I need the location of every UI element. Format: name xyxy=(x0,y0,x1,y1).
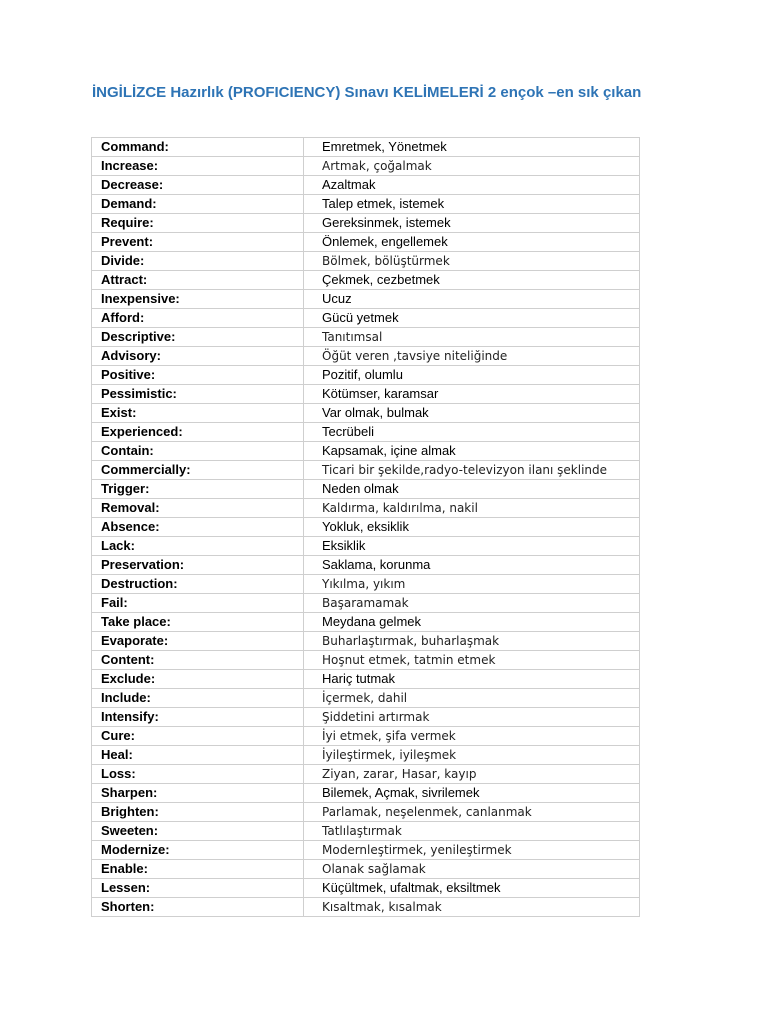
english-word-cell: Attract: xyxy=(92,271,304,290)
turkish-meaning-cell: Hoşnut etmek, tatmin etmek xyxy=(304,651,640,670)
table-row xyxy=(92,442,640,461)
turkish-meaning-cell: Yıkılma, yıkım xyxy=(304,575,640,594)
english-word-cell: Absence: xyxy=(92,518,304,537)
table-row xyxy=(92,138,640,157)
turkish-meaning-cell: Olanak sağlamak xyxy=(304,860,640,879)
english-word-cell: Evaporate: xyxy=(92,632,304,651)
table-row xyxy=(92,860,640,879)
turkish-meaning-cell: Azaltmak xyxy=(304,176,640,195)
english-word-cell: Exclude: xyxy=(92,670,304,689)
turkish-meaning-cell: Artmak, çoğalmak xyxy=(304,157,640,176)
table-row xyxy=(92,347,640,366)
turkish-meaning-cell: Buharlaştırmak, buharlaşmak xyxy=(304,632,640,651)
page-title: İNGİLİZCE Hazırlık (PROFICIENCY) Sınavı KELİMELERİ 2 ençok –en sık çıkan xyxy=(92,84,642,101)
table-row xyxy=(92,233,640,252)
english-word-cell: Advisory: xyxy=(92,347,304,366)
turkish-meaning-cell: Parlamak, neşelenmek, canlanmak xyxy=(304,803,640,822)
vocabulary-table-body xyxy=(92,138,640,917)
english-word-cell: Require: xyxy=(92,214,304,233)
english-word-cell: Shorten: xyxy=(92,898,304,917)
english-word-cell: Brighten: xyxy=(92,803,304,822)
table-row xyxy=(92,537,640,556)
table-row xyxy=(92,290,640,309)
english-word-cell: Descriptive: xyxy=(92,328,304,347)
table-row xyxy=(92,157,640,176)
turkish-meaning-cell: Tatlılaştırmak xyxy=(304,822,640,841)
turkish-meaning-cell: Tecrübeli xyxy=(304,423,640,442)
table-row xyxy=(92,613,640,632)
turkish-meaning-cell: Şiddetini artırmak xyxy=(304,708,640,727)
english-word-cell: Contain: xyxy=(92,442,304,461)
turkish-meaning-cell: İyileştirmek, iyileşmek xyxy=(304,746,640,765)
english-word-cell: Afford: xyxy=(92,309,304,328)
english-word-cell: Inexpensive: xyxy=(92,290,304,309)
english-word-cell: Divide: xyxy=(92,252,304,271)
turkish-meaning-cell: Gereksinmek, istemek xyxy=(304,214,640,233)
english-word-cell: Lessen: xyxy=(92,879,304,898)
english-word-cell: Trigger: xyxy=(92,480,304,499)
english-word-cell: Demand: xyxy=(92,195,304,214)
turkish-meaning-cell: İyi etmek, şifa vermek xyxy=(304,727,640,746)
english-word-cell: Enable: xyxy=(92,860,304,879)
english-word-cell: Destruction: xyxy=(92,575,304,594)
english-word-cell: Sharpen: xyxy=(92,784,304,803)
turkish-meaning-cell: Kapsamak, içine almak xyxy=(304,442,640,461)
turkish-meaning-cell: Öğüt veren ,tavsiye niteliğinde xyxy=(304,347,640,366)
english-word-cell: Fail: xyxy=(92,594,304,613)
english-word-cell: Increase: xyxy=(92,157,304,176)
turkish-meaning-cell: Çekmek, cezbetmek xyxy=(304,271,640,290)
turkish-meaning-cell: Hariç tutmak xyxy=(304,670,640,689)
english-word-cell: Take place: xyxy=(92,613,304,632)
turkish-meaning-cell: Kaldırma, kaldırılma, nakil xyxy=(304,499,640,518)
turkish-meaning-cell: Var olmak, bulmak xyxy=(304,404,640,423)
table-row xyxy=(92,309,640,328)
table-row xyxy=(92,784,640,803)
english-word-cell: Decrease: xyxy=(92,176,304,195)
turkish-meaning-cell: Gücü yetmek xyxy=(304,309,640,328)
table-row xyxy=(92,898,640,917)
vocabulary-table xyxy=(91,137,640,917)
table-row xyxy=(92,765,640,784)
turkish-meaning-cell: Ziyan, zarar, Hasar, kayıp xyxy=(304,765,640,784)
table-row xyxy=(92,575,640,594)
english-word-cell: Pessimistic: xyxy=(92,385,304,404)
english-word-cell: Commercially: xyxy=(92,461,304,480)
table-row xyxy=(92,518,640,537)
turkish-meaning-cell: Kısaltmak, kısalmak xyxy=(304,898,640,917)
english-word-cell: Heal: xyxy=(92,746,304,765)
table-row xyxy=(92,651,640,670)
turkish-meaning-cell: Pozitif, olumlu xyxy=(304,366,640,385)
english-word-cell: Positive: xyxy=(92,366,304,385)
turkish-meaning-cell: Tanıtımsal xyxy=(304,328,640,347)
turkish-meaning-cell: Bölmek, bölüştürmek xyxy=(304,252,640,271)
table-row xyxy=(92,366,640,385)
table-row xyxy=(92,252,640,271)
turkish-meaning-cell: Önlemek, engellemek xyxy=(304,233,640,252)
turkish-meaning-cell: Küçültmek, ufaltmak, eksiltmek xyxy=(304,879,640,898)
turkish-meaning-cell: Modernleştirmek, yenileştirmek xyxy=(304,841,640,860)
english-word-cell: Exist: xyxy=(92,404,304,423)
table-row xyxy=(92,385,640,404)
turkish-meaning-cell: Yokluk, eksiklik xyxy=(304,518,640,537)
english-word-cell: Modernize: xyxy=(92,841,304,860)
turkish-meaning-cell: Başaramamak xyxy=(304,594,640,613)
table-row xyxy=(92,803,640,822)
table-row xyxy=(92,461,640,480)
turkish-meaning-cell: Ticari bir şekilde,radyo-televizyon ilanı şeklinde xyxy=(304,461,640,480)
turkish-meaning-cell: Ucuz xyxy=(304,290,640,309)
table-row xyxy=(92,404,640,423)
turkish-meaning-cell: Meydana gelmek xyxy=(304,613,640,632)
table-row xyxy=(92,841,640,860)
english-word-cell: Prevent: xyxy=(92,233,304,252)
table-row xyxy=(92,176,640,195)
table-row xyxy=(92,822,640,841)
english-word-cell: Sweeten: xyxy=(92,822,304,841)
table-row xyxy=(92,689,640,708)
table-row xyxy=(92,556,640,575)
turkish-meaning-cell: Eksiklik xyxy=(304,537,640,556)
turkish-meaning-cell: Kötümser, karamsar xyxy=(304,385,640,404)
turkish-meaning-cell: Emretmek, Yönetmek xyxy=(304,138,640,157)
table-row xyxy=(92,195,640,214)
english-word-cell: Preservation: xyxy=(92,556,304,575)
english-word-cell: Loss: xyxy=(92,765,304,784)
table-row xyxy=(92,480,640,499)
english-word-cell: Include: xyxy=(92,689,304,708)
table-row xyxy=(92,271,640,290)
english-word-cell: Cure: xyxy=(92,727,304,746)
english-word-cell: Content: xyxy=(92,651,304,670)
turkish-meaning-cell: İçermek, dahil xyxy=(304,689,640,708)
english-word-cell: Lack: xyxy=(92,537,304,556)
english-word-cell: Command: xyxy=(92,138,304,157)
table-row xyxy=(92,632,640,651)
table-row xyxy=(92,708,640,727)
english-word-cell: Experienced: xyxy=(92,423,304,442)
turkish-meaning-cell: Bilemek, Açmak, sivrilemek xyxy=(304,784,640,803)
turkish-meaning-cell: Saklama, korunma xyxy=(304,556,640,575)
table-row xyxy=(92,328,640,347)
english-word-cell: Removal: xyxy=(92,499,304,518)
table-row xyxy=(92,594,640,613)
table-row xyxy=(92,670,640,689)
table-row xyxy=(92,879,640,898)
table-row xyxy=(92,499,640,518)
table-row xyxy=(92,423,640,442)
english-word-cell: Intensify: xyxy=(92,708,304,727)
turkish-meaning-cell: Talep etmek, istemek xyxy=(304,195,640,214)
table-row xyxy=(92,214,640,233)
turkish-meaning-cell: Neden olmak xyxy=(304,480,640,499)
table-row xyxy=(92,746,640,765)
table-row xyxy=(92,727,640,746)
